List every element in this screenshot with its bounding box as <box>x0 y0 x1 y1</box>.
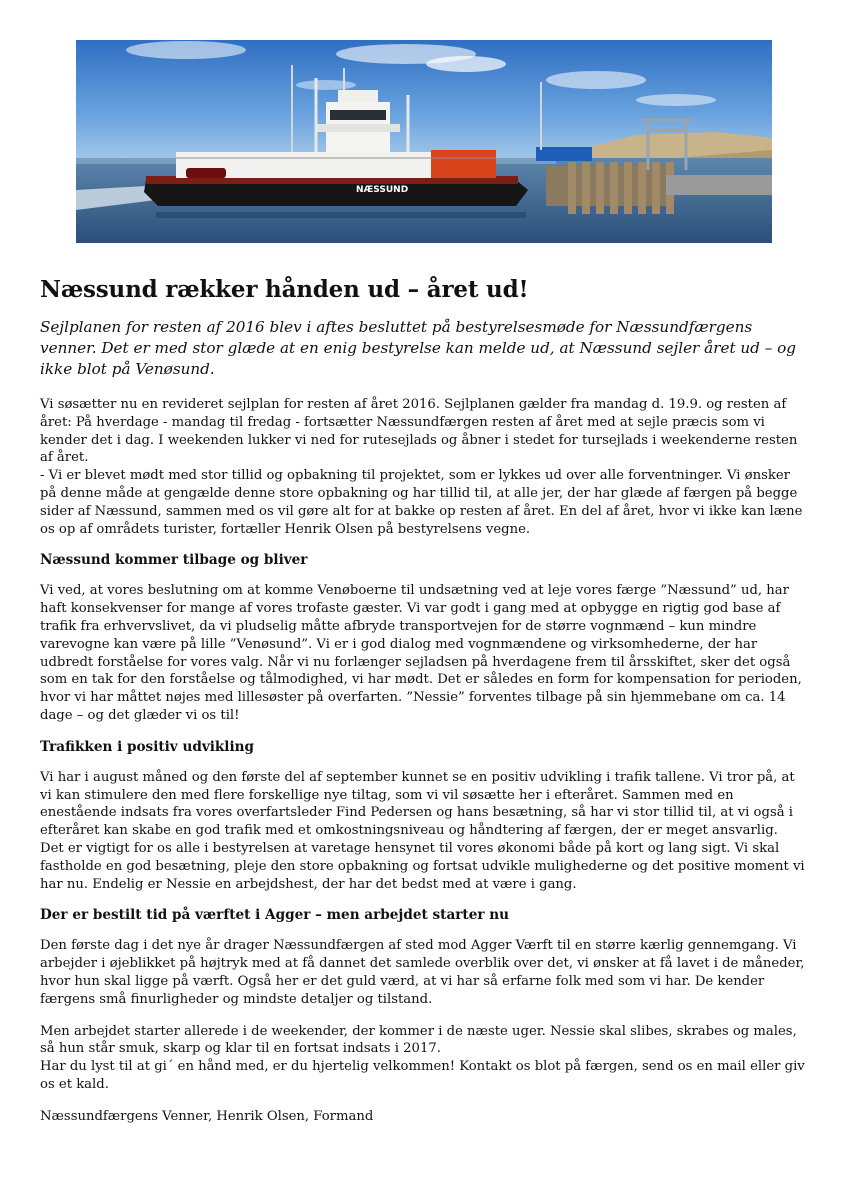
section-vaerftet <box>40 937 810 1008</box>
section-heading-vaerftet: Der er bestilt tid på værftet i Agger – men arbejdet starter nu <box>40 907 510 924</box>
section-heading-kommer-tilbage: Næssund kommer tilbage og bliver <box>40 552 308 569</box>
intro-section <box>40 396 810 538</box>
article <box>40 276 810 1126</box>
section-heading-trafikken: Trafikken i positiv udvikling <box>40 738 255 755</box>
section-paragraph: Har du lyst til at gi´ en hånd med, er du hjertelig velkommen! Kontakt os blot på færgen, send os en mail eller giv os et kald. <box>40 1059 805 1092</box>
section-paragraph: Vi ved, at vores beslutning om at komme Venøboerne til undsætning ved at leje vores færge ”Næssund” ud, har haft konsekvenser for mange af vores trofaste gæster. Vi var godt i gang med at opbygge en rigtig god base af trafik fra erhvervslivet, da vi pludselig måtte afbryde transportvejen for de større vognmænd – kun mindre varevogne kan være på lille ”Venøsund”. Vi er i god dialog med vognmændene og virksomhederne, der har udbredt forståelse for vores valg. Når vi nu forlænger sejladsen på hverdagene frem til årsskiftet, sker det også som en tak for den forståelse og tålmodighed, vi har mødt. Det er således en form for kompensation for perioden, hvor vi har måttet nøjes med lillesøster på overfarten. ”Nessie” forventes tilbage på sin hjemmebane om ca. 14 dage – og det glæder vi os til! <box>40 583 802 723</box>
ship-name-text: NÆSSUND <box>356 185 409 195</box>
signature: Næssundfærgens Venner, Henrik Olsen, Formand <box>40 1108 374 1124</box>
section-kommer-tilbage <box>40 582 810 724</box>
section-paragraph: Vi har i august måned og den første del af september kunnet se en positiv udvikling i trafik tallene. Vi tror på, at vi kan stimulere den med flere forskellige nye tiltag, som vi vil søsætte her i efteråret. Sammen med en enestående indsats fra vores overfartsleder Find Pedersen og hans besætning, så har vi stor tillid til, at vi også i efteråret kan skabe en god trafik med et omkostningsniveau og håndtering af færgen, der er meget ansvarlig. <box>40 769 795 839</box>
intro-paragraph: - Vi er blevet mødt med stor tillid og opbakning til projektet, som er lykkes ud over alle forventninger. Vi ønsker på denne måde at gengælde denne store opbakning og har tillid til, at alle jer, der har glæde af færgen på begge sider af Næssund, sammen med os vil gøre alt for at bakke op resten af året. En del af året, hvor vi ikke kan læne os op af områdets turister, fortæller Henrik Olsen på bestyrelsens vegne. <box>40 468 803 537</box>
article-title: Næssund rækker hånden ud – året ud! <box>40 276 529 303</box>
section-vaerftet-continued <box>40 1023 810 1094</box>
section-trafikken <box>40 769 810 894</box>
intro-paragraph: Vi søsætter nu en revideret sejlplan for resten af året 2016. Sejlplanen gælder fra mandag d. 19.9. og resten af året: På hverdage - mandag til fredag - fortsætter Næssundfærgen resten af året med at sejle præcis som vi kender det i dag. I weekenden lukker vi ned for rutesejlads og åbner i stedet for tursejlads i weekenderne resten af året. <box>40 397 798 466</box>
ferry-photo <box>76 40 772 243</box>
article-lead: Sejlplanen for resten af 2016 blev i aftes besluttet på bestyrelsesmøde for Næssundfærgens venner. Det er med stor glæde at en enig bestyrelse kan melde ud, at Næssund sejler året ud – og ikke blot på Venøsund. <box>40 318 796 378</box>
section-paragraph: Den første dag i det nye år drager Næssundfærgen af sted mod Agger Værft til en større kærlig gennemgang. Vi arbejder i øjeblikket på højtryk med at få dannet det samlede overblik over det, vi ønsker at få lavet i de måneder, hvor hun skal ligge på værft. Også her er det guld værd, at vi har så erfarne folk med som vi har. De kender færgens små finurligheder og mindste detaljer og tilstand. <box>40 938 805 1007</box>
section-paragraph: Det er vigtigt for os alle i bestyrelsen at varetage hensynet til vores økonomi både på kort og lang sigt. Vi skal fastholde en god besætning, pleje den store opbakning og fortsat udvikle mulighederne og det positive moment vi har nu. Endelig er Nessie en arbejdshest, der har det bedst med at være i gang. <box>40 840 805 892</box>
section-paragraph: Men arbejdet starter allerede i de weekender, der kommer i de næste uger. Nessie skal slibes, skrabes og males, så hun står smuk, skarp og klar til en fortsat indsats i 2017. <box>40 1023 797 1057</box>
